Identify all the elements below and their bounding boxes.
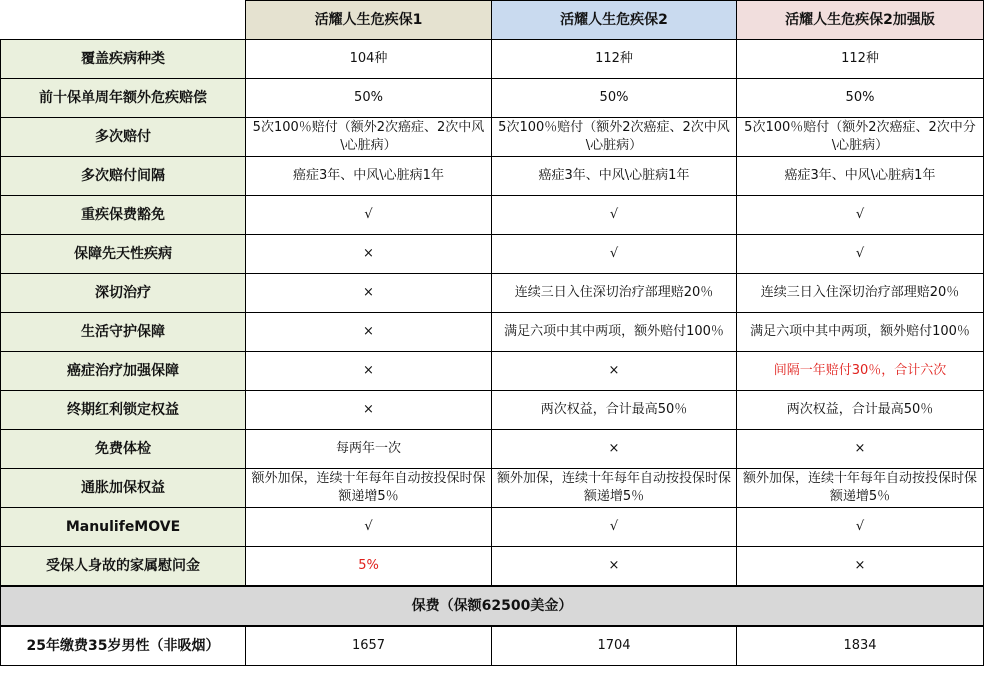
table-row <box>1 352 984 391</box>
table-cell: 5次100％赔付（额外2次癌症、2次中风\心脏病） <box>492 118 737 157</box>
table-cell: 癌症3年、中风\心脏病1年 <box>492 157 737 196</box>
table-row <box>1 391 984 430</box>
premium-value-3: 1834 <box>737 626 984 666</box>
header-row <box>1 1 984 40</box>
table-cell: 104种 <box>246 40 492 79</box>
table-cell: 两次权益，合计最高50％ <box>492 391 737 430</box>
table-cell: 连续三日入住深切治疗部理赔20％ <box>492 274 737 313</box>
table-cell: 112种 <box>492 40 737 79</box>
table-cell: 额外加保，连续十年每年自动按投保时保额递增5％ <box>737 469 984 508</box>
table-cell: 两次权益，合计最高50％ <box>737 391 984 430</box>
table-row <box>1 235 984 274</box>
plan-header-1: 活耀人生危疾保1 <box>246 1 492 40</box>
highlight-cell: 间隔一年赔付30％，合计六次 <box>737 352 984 391</box>
row-label: 受保人身故的家属慰问金 <box>1 547 246 587</box>
table-cell: 癌症3年、中风\心脏病1年 <box>246 157 492 196</box>
row-label: 重疾保费豁免 <box>1 196 246 235</box>
table-row <box>1 313 984 352</box>
table-cell: 额外加保，连续十年每年自动按投保时保额递增5％ <box>492 469 737 508</box>
row-label: 深切治疗 <box>1 274 246 313</box>
row-label: 覆盖疾病种类 <box>1 40 246 79</box>
plan-header-3: 活耀人生危疾保2加强版 <box>737 1 984 40</box>
row-label: 通胀加保权益 <box>1 469 246 508</box>
table-cell: 满足六项中其中两项，额外赔付100％ <box>737 313 984 352</box>
cross-mark: × <box>737 430 984 469</box>
cross-mark: × <box>737 547 984 587</box>
table-cell: 5次100％赔付（额外2次癌症、2次中分\心脏病） <box>737 118 984 157</box>
row-label: ManulifeMOVE <box>1 508 246 547</box>
row-label: 免费体检 <box>1 430 246 469</box>
table-row <box>1 118 984 157</box>
premium-row <box>1 626 984 666</box>
table-cell: 额外加保，连续十年每年自动按投保时保额递增5％ <box>246 469 492 508</box>
table-cell: 5次100％赔付（额外2次癌症、2次中风\心脏病） <box>246 118 492 157</box>
table-row <box>1 79 984 118</box>
header-corner-cell <box>1 1 246 40</box>
cross-mark: × <box>246 313 492 352</box>
check-mark: √ <box>246 196 492 235</box>
table-row <box>1 430 984 469</box>
check-mark: √ <box>737 235 984 274</box>
cross-mark: × <box>492 547 737 587</box>
table-cell: 满足六项中其中两项，额外赔付100％ <box>492 313 737 352</box>
row-label: 癌症治疗加强保障 <box>1 352 246 391</box>
cross-mark: × <box>246 352 492 391</box>
table-cell: 每两年一次 <box>246 430 492 469</box>
row-label: 保障先天性疾病 <box>1 235 246 274</box>
table-row <box>1 469 984 508</box>
premium-value-2: 1704 <box>492 626 737 666</box>
table-row <box>1 508 984 547</box>
table-cell: 连续三日入住深切治疗部理赔20％ <box>737 274 984 313</box>
check-mark: √ <box>246 508 492 547</box>
cross-mark: × <box>246 235 492 274</box>
row-label: 终期红利锁定权益 <box>1 391 246 430</box>
check-mark: √ <box>737 196 984 235</box>
row-label: 前十保单周年额外危疾赔偿 <box>1 79 246 118</box>
row-label: 多次赔付 <box>1 118 246 157</box>
plan-header-2: 活耀人生危疾保2 <box>492 1 737 40</box>
table-cell: 50% <box>737 79 984 118</box>
table-row <box>1 40 984 79</box>
table-cell: 癌症3年、中风\心脏病1年 <box>737 157 984 196</box>
check-mark: √ <box>492 508 737 547</box>
cross-mark: × <box>246 274 492 313</box>
check-mark: √ <box>737 508 984 547</box>
premium-label: 25年缴费35岁男性（非吸烟） <box>1 626 246 666</box>
table-row <box>1 157 984 196</box>
check-mark: √ <box>492 235 737 274</box>
premium-value-1: 1657 <box>246 626 492 666</box>
row-label: 生活守护保障 <box>1 313 246 352</box>
row-label: 多次赔付间隔 <box>1 157 246 196</box>
table-cell: 50% <box>492 79 737 118</box>
cross-mark: × <box>492 430 737 469</box>
highlight-cell: 5% <box>246 547 492 587</box>
table-row <box>1 196 984 235</box>
table-cell: 112种 <box>737 40 984 79</box>
cross-mark: × <box>492 352 737 391</box>
premium-title-row <box>1 586 984 626</box>
check-mark: √ <box>492 196 737 235</box>
cross-mark: × <box>246 391 492 430</box>
table-row <box>1 547 984 587</box>
table-row <box>1 274 984 313</box>
table-cell: 50% <box>246 79 492 118</box>
premium-title: 保费（保额62500美金） <box>1 586 984 626</box>
